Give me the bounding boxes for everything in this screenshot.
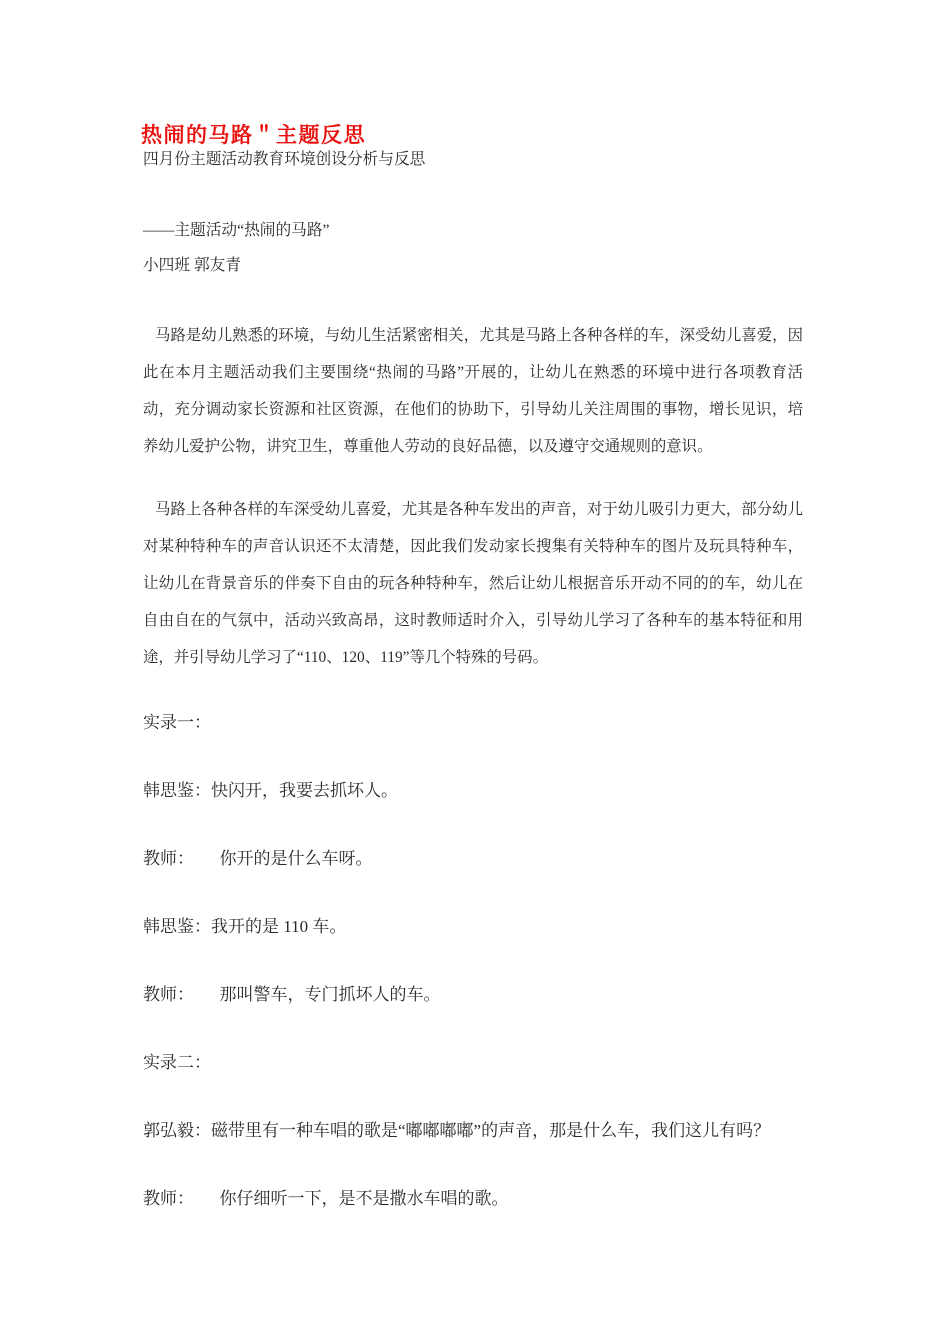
document-title: 热闹的马路＂主题反思: [141, 124, 366, 147]
theme-activity-line: ——主题活动“热闹的马路”: [143, 222, 330, 239]
record2-dialogue-line: 教师： 你仔细听一下，是不是撒水车唱的歌。: [143, 1189, 509, 1208]
record1-dialogue-line: 教师： 那叫警车，专门抓坏人的车。: [143, 985, 441, 1004]
record1-heading: 实录一：: [143, 713, 211, 732]
paragraph-special-vehicles: 马路上各种各样的车深受幼儿喜爱，尤其是各种车发出的声音，对于幼儿吸引力更大，部分幼儿对某种特种车的声音认识还不太清楚，因此我们发动家长搜集有关特种车的图片及玩具特种车，让幼儿在背景音乐的伴奏下自由的玩各种特种车，然后让幼儿根据音乐开动不同的的车，幼儿在自由自在的气氛中，活动兴致高昂，这时教师适时介入，引导幼儿学习了各种车的基本特征和用途，并引导幼儿学习了“110、120、119”等几个特殊的号码。: [143, 501, 803, 666]
author-byline: 小四班 郭友青: [143, 257, 242, 274]
record1-dialogue-line: 韩思鉴：我开的是 110 车。: [143, 917, 347, 936]
record2-heading: 实录二：: [143, 1053, 211, 1072]
record1-dialogue-line: 教师： 你开的是什么车呀。: [143, 849, 373, 868]
record1-dialogue-line: 韩思鉴：快闪开，我要去抓坏人。: [143, 781, 398, 800]
record2-dialogue-line: 郭弘毅：磁带里有一种车唱的歌是“嘟嘟嘟嘟”的声音，那是什么车，我们这儿有吗？: [143, 1121, 771, 1140]
paragraph-intro: 马路是幼儿熟悉的环境，与幼儿生活紧密相关，尤其是马路上各种各样的车，深受幼儿喜爱，因此在本月主题活动我们主要围绕“热闹的马路”开展的，让幼儿在熟悉的环境中进行各项教育活动，充分调动家长资源和社区资源，在他们的协助下，引导幼儿关注周围的事物，增长见识，培养幼儿爱护公物，讲究卫生，尊重他人劳动的良好品德，以及遵守交通规则的意识。: [143, 327, 803, 455]
document-subtitle: 四月份主题活动教育环境创设分析与反思: [143, 151, 426, 168]
